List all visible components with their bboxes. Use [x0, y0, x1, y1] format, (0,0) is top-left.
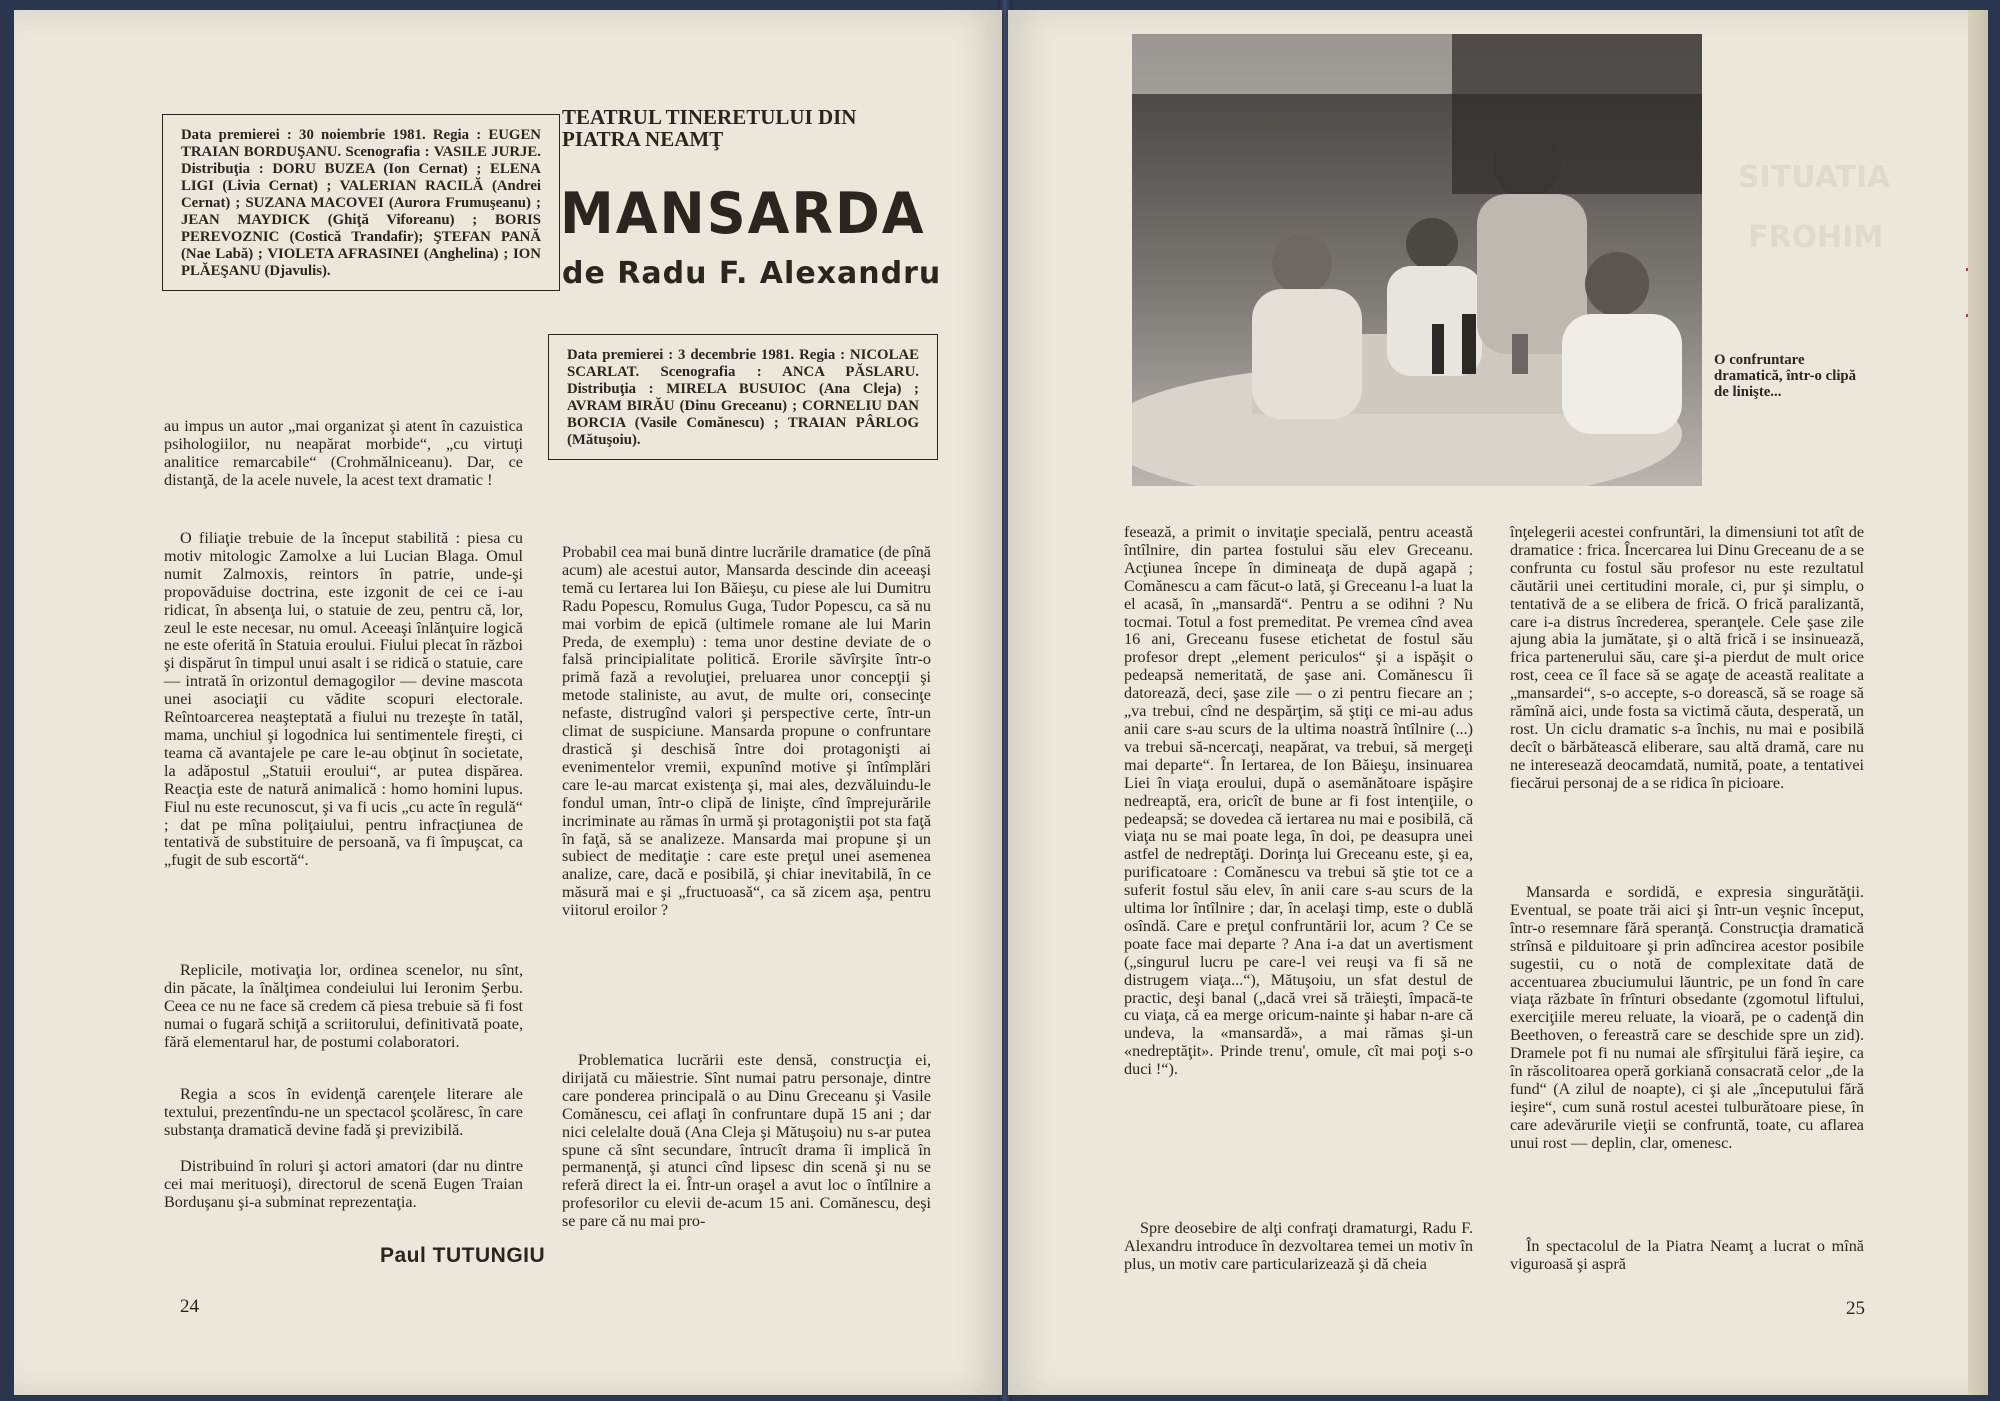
- col1-paragraph-2: O filiaţie trebuie de la început stabilită : piesa cu motiv mitologic Zamolxe a lui Lucian Blaga. Omul numit Zalmoxis, reintors în patrie, unde-şi propovăduise doctrina, este izgonit de cei ce i-au ridicat, în absenţa lui, o statuie de zeu, pentru că, lor, zeul le este necesar, nu omul. Aceeaşi înlănţuire logică ne este oferită în Statuia eroului. Fiului plecat în război şi dispărut în timpul unui asalt i se ridică o statuie, care — intrată în orizontul demagogilor — devine mascota unei asociaţii cu vădite scopuri electorale. Reîntoarcerea neaşteptată a fiului nu trezeşte în tatăl, mama, unchiul şi logodnica lui sentimentele fireşti, ci teama că avantajele pe care le-au obţinut în societate, la adăpostul „Statuii eroului“, ar putea dispărea. Reacţia este de natură animalică : homo homini lupus. Fiul nu este recunoscut, şi va fi ucis „cu acte în regulă“ ; dat pe mîna poliţaiului, pentru infracţiunea de tentativă de substituire de persoană, va fi împuşcat, ca „fugit de sub escortă“.: [164, 529, 523, 870]
- show-through-text-2: FROHIM: [1748, 220, 1884, 255]
- right-col1-paragraph-1: fesează, a primit o invitaţie specială, pentru această întîlnire, din partea fostului său elev Greceanu. Acţiunea începe în dimineaţa de după agapă ; Comănescu a cam făcut-o lată, şi Greceanu l-a luat la el acasă, în „mansardă“. Pentru a se odihni ? Nu tocmai. Totul a fost premeditat. Pe vremea cînd avea 16 ani, Greceanu fusese etichetat de fostul său profesor drept „element periculos“ şi a ispăşit o pedeapsă nemeritată, de şase ani. Comănescu îi datorează, deci, şase zile — o zi pentru fiecare an ; „va trebui, cînd ne despărţim, să ştiţi ce mi-au adus anii care s-au scurs de la ultima noastră întîlnire (...) va trebui să-ncercaţi, neapărat, va trebui, să mergeţi mai departe“. În Iertarea, de Ion Băieşu, insinuarea Liei în viaţa eroului, după o asemănătoare ispăşire nedreaptă, era, oricît de bune ar fi fost intenţiile, o pedeapsă; se dovedea că iertarea nu mai e posibilă, că viaţa nu se mai poate lega, în doi, pe deasupra unei astfel de nedreptăţi. Dorinţa lui Greceanu este, şi ea, purificatoare : Comănescu va trebui să ştie tot ce a suferit fostul său elev, în anii care s-au scurs de la ultima lor întîlnire ; dar, în acelaşi timp, este o dublă osîndă. Care e preţul confruntării lor, acum ? Ce se poate face mai departe ? Ana i-a dat un avertisment („singurul lucru pe care-l vei reuşi va fi să ne distrugem viaţa...“), Mătuşoiu, un sfat destul de practic, deşi banal („dacă vrei să trăieşti, împacă-te cu viaţa, că ea merge oricum-nainte şi habar n-are că undeva, la «mansardă», a mai rămas şi-un «nedreptăţit». Prinde trenu', omule, cît mai poţi s-o duci !“).: [1124, 523, 1473, 1079]
- credits-box-mansarda: [548, 334, 938, 460]
- play-title: MANSARDA: [560, 180, 926, 247]
- right-col2-paragraph-1: înţelegerii acestei confruntări, la dimensiuni tot atît de dramatice : frica. Încercarea lui Dinu Greceanu de a se confrunta cu fostul său profesor nu este rezultatul căutării unei certitudini morale, ci, pur şi simplu, o tentativă de a se elibera de frică. O frică paralizantă, care i-a distrus încrederea, speranţele. Cele şase zile ajung abia la jumătate, şi o altă frică i se insinuează, frica partenerului său, care şi-a pierdut de mult orice rost, ceea ce îl face să se agaţe de această realitate a „mansardei“, s-o accepte, s-o dorească, să se roage să rămînă aici, unde fosta sa victimă căuta, desperată, un rost. Un ciclu dramatic s-a închis, nu mai e posibilă decît o bărbătească eliberare, sau altă dramă, care nu ne interesează deocamdată, numită, poate, a tentativei fiecărui personaj de a se ridica în picioare.: [1510, 523, 1864, 792]
- right-page: [1008, 10, 1988, 1395]
- stage-photo: [1132, 34, 1702, 486]
- page-number-left: 24: [180, 1296, 199, 1317]
- right-col1-paragraph-2: Spre deosebire de alţi confraţi dramaturgi, Radu F. Alexandru introduce în dezvoltarea temei un motiv în plus, un motiv care particularizează şi dă cheia: [1124, 1219, 1473, 1273]
- col1-paragraph-1: au impus un autor „mai organizat şi atent în cazuistica psihologiilor, nu neapărat morbide“, „cu virtuţi analitice remarcabile“ (Crohmălniceanu). Dar, ce distanţă, de la acele nuvele, la acest text dramatic !: [164, 417, 523, 489]
- col1-paragraph-3: Replicile, motivaţia lor, ordinea scenelor, nu sînt, din păcate, la înălţimea condeiului lui Ieronim Şerbu. Ceea ce nu ne face să credem că piesa trebuie să fi fost numai o fugară schiţă a scriitorului, definitivată poate, fără elementarul har, de postumi colaboratori.: [164, 961, 523, 1051]
- play-author: de Radu F. Alexandru: [562, 256, 942, 291]
- credits-box-statuia: [162, 114, 560, 291]
- article-signature: Paul TUTUNGIU: [380, 1244, 546, 1267]
- left-page: [14, 10, 1002, 1395]
- right-col2-paragraph-3: În spectacolul de la Piatra Neamţ a lucrat o mînă viguroasă şi aspră: [1510, 1237, 1864, 1273]
- col2-paragraph-1: Probabil cea mai bună dintre lucrările dramatice (de pînă acum) ale acestui autor, Mansarda descinde din aceeaşi temă cu Iertarea lui Ion Băieşu, cu piese ale lui Dumitru Radu Popescu, Romulus Guga, Tudor Popescu, ca să nu mai vorbim de epică (ultimele romane ale lui Marin Preda, de exemplu) : tema unor destine deviate de o falsă principialitate politică. Erorile săvîrşite într-o primă fază a revoluţiei, preluarea unor concepţii şi metode staliniste, au avut, de multe ori, consecinţe nefaste, distrugînd valori şi perspective certe, într-un climat de suspiciune. Mansarda propune o confruntare drastică şi deschisă între doi protagonişti ai evenimentelor vremii, expunînd motive şi întîmplări care le-au marcat existenţa şi, mai ales, dezvăluindu-le fondul uman, într-o clipă de linişte, cînd împrejurările incriminate au rămas în urmă şi protagoniştii pot sta faţă în faţă, să se analizeze. Mansarda mai propune şi un subiect de meditaţie : care este preţul unei asemenea analize, care, dacă e posibilă, şi chiar inevitabilă, în ce măsură mai e şi „fructuoasă“, ca să zicem aşa, pentru viitorul eroilor ?: [562, 543, 931, 920]
- show-through-text: SITUATIA: [1738, 160, 1891, 195]
- theatre-name: TEATRUL TINERETULUI DIN PIATRA NEAMŢ: [562, 105, 857, 151]
- stage-photo-icon: [1132, 34, 1702, 486]
- col1-paragraph-4: Regia a scos în evidenţă carenţele literare ale textului, prezentîndu-ne un spectacol şcolăresc, în care substanţa dramatică devine fadă şi previzibilă.: [164, 1085, 523, 1139]
- credits-text: Data premierei : 30 noiembrie 1981. Regia : EUGEN TRAIAN BORDUŞANU. Scenografia : VASILE JURJE. Distribuţia : DORU BUZEA (Ion Cernat) ; ELENA LIGI (Livia Cernat) ; VALERIAN RACILĂ (Andrei Cernat) ; SUZANA MACOVEI (Aurora Frumuşeanu) ; JEAN MAYDICK (Ghiţă Viforeanu) ; BORIS PEREVOZNIC (Costică Trandafir); ŞTEFAN PANĂ (Nae Labă) ; VIOLETA AFRASINEI (Anghelina) ; ION PLĂEŞANU (Djavulis).: [181, 127, 541, 279]
- credits-text-2: Data premierei : 3 decembrie 1981. Regia : NICOLAE SCARLAT. Scenografia : ANCA PĂSLARU. Distribuţia : MIRELA BUSUIOC (Ana Cleja) ; AVRAM BIRĂU (Dinu Greceanu) ; CORNELIU DAN BORCIA (Vasile Comănescu) ; TRAIAN PÂRLOG (Mătuşoiu).: [567, 347, 919, 448]
- right-col2-paragraph-2: Mansarda e sordidă, e expresia singurătăţii. Eventual, se poate trăi aici şi într-un veşnic început, într-o resemnare fără speranţă. Construcţia dramatică strînsă e pilduitoare şi prin adîncirea acestor posibile sugestii, cu o notă de complexitate dată de accentuarea zbuciumului lăuntric, pe un fond în care viaţa răzbate în frînturi obsedante (zgomotul liftului, exerciţiile mereu reluate, la vioară, pe o cadenţă din Beethoven, o fereastră care se deschide spre un zid). Dramele pot fi nu numai ale sfîrşitului fără ieşire, ca în răscolitoarea operă gorkiană consacrată celor „de la fund“ (A zilul de noapte), ci şi ale „începutului fără ieşire“, cum sună rostul acestei tulburătoare piese, în care adevărurile vieţii se confruntă, toate, cu aflarea unui rost — deplin, clar, omenesc.: [1510, 883, 1864, 1152]
- col2-paragraph-2: Problematica lucrării este densă, construcţia ei, dirijată cu măiestrie. Sînt numai patru personaje, dintre care ponderea principală o au Dinu Greceanu şi Vasile Comănescu, cei aflaţi în confruntare după 15 ani ; dar nici celelalte două (Ana Cleja şi Mătuşoiu) nu s-ar putea spune că sînt secundare, întrucît drama îi implică în permanenţă, şi atunci cînd lipsesc din scenă şi nu se referă direct la ei. Într-un oraşel a avut loc o întîlnire a profesorilor cu elevii de-acum 15 ani. Comănescu, deşi se pare că nu mai pro-: [562, 1051, 931, 1231]
- page-edge: [1968, 10, 1988, 1395]
- col1-paragraph-5: Distribuind în roluri şi actori amatori (dar nu dintre cei mai merituoşi), directorul de scenă Eugen Traian Borduşanu şi-a subminat reprezentaţia.: [164, 1157, 523, 1211]
- page-number-right: 25: [1846, 1298, 1865, 1319]
- photo-caption: O confruntare dramatică, într-o clipă de linişte...: [1714, 352, 1857, 400]
